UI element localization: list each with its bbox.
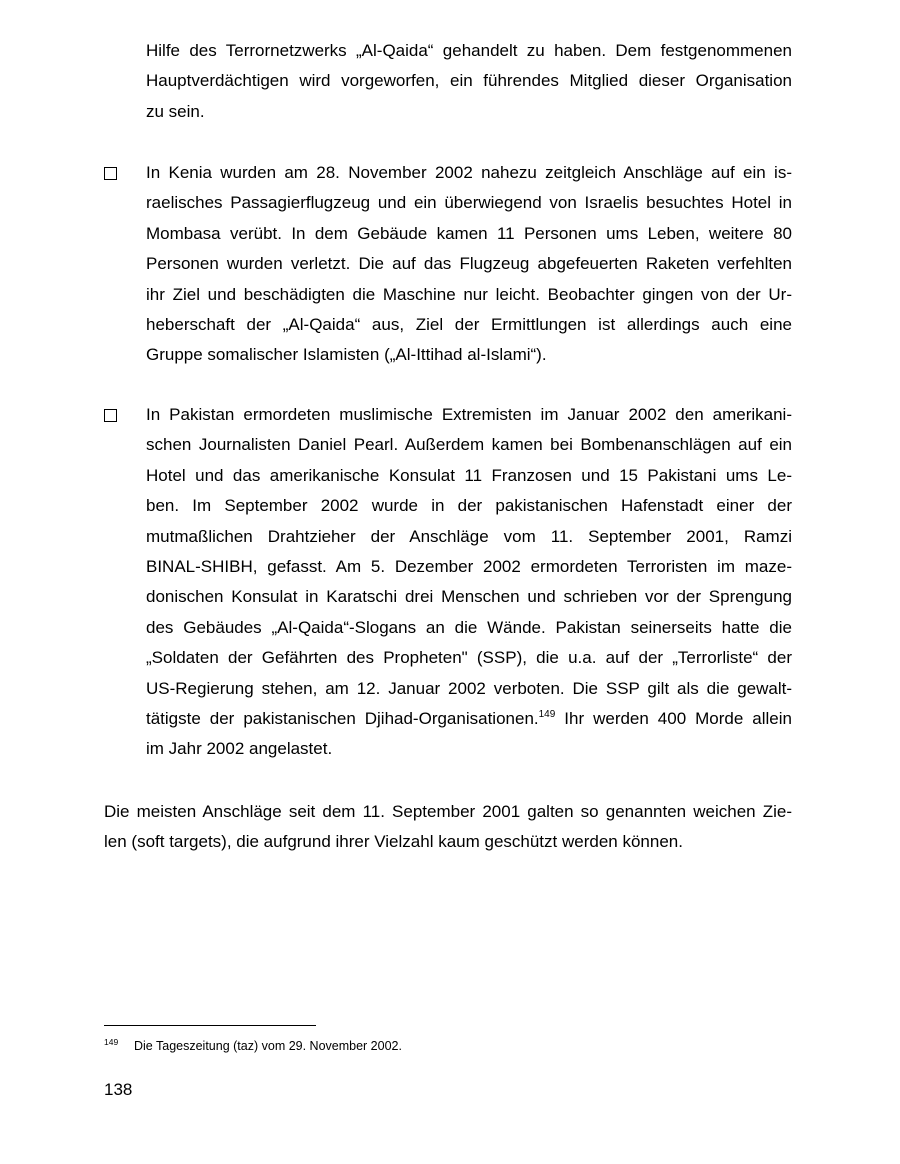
text-fragment: tätigste der pakistanischen Djihad-Organisationen.: [146, 709, 539, 729]
text-line: Mombasa verübt. In dem Gebäude kamen 11 Personen ums Leben, weitere 80: [146, 223, 792, 243]
footnote-text: Die Tageszeitung (taz) vom 29. November 2002.: [134, 1039, 402, 1053]
footnote-reference[interactable]: 149: [538, 709, 556, 721]
text-line: Hauptverdächtigen wird vorgeworfen, ein führendes Mitglied dieser Organisation: [146, 71, 792, 91]
footnote-number: 149: [104, 1037, 119, 1047]
text-line: Hilfe des Terrornetzwerks „Al-Qaida“ gehandelt zu haben. Dem festgenommenen: [146, 41, 792, 60]
text-line: donischen Konsulat in Karatschi drei Menschen und schrieben vor der Sprengung: [146, 587, 792, 607]
text-line: BINAL-SHIBH, gefasst. Am 5. Dezember 2002 ermordeten Terroristen im maze-: [146, 557, 792, 577]
text-line: Personen wurden verletzt. Die auf das Flugzeug abgefeuerten Raketen verfehlten: [146, 254, 792, 274]
text-line: raelisches Passagierflugzeug und ein überwiegend von Israelis besuchtes Hotel in: [146, 193, 792, 213]
bullet-text: [146, 400, 792, 765]
text-line: ben. Im September 2002 wurde in der pakistanischen Hafenstadt einer der: [146, 496, 792, 516]
footnote: [104, 1033, 792, 1055]
text-line: schen Journalisten Daniel Pearl. Außerdem kamen bei Bombenanschlägen auf ein: [146, 435, 792, 455]
text-line: des Gebäudes „Al-Qaida“-Slogans an die Wände. Pakistan seinerseits hatte die: [146, 617, 792, 637]
text-line: Gruppe somalischer Islamisten („Al-Ittihad al-Islami“).: [146, 345, 547, 365]
checkbox-bullet-icon: [104, 409, 117, 422]
closing-paragraph: [104, 797, 792, 858]
text-line: In Kenia wurden am 28. November 2002 nahezu zeitgleich Anschläge auf ein is-: [146, 163, 792, 182]
text-fragment: Ihr werden 400 Morde allein: [555, 709, 792, 729]
text-line: zu sein.: [146, 101, 205, 121]
text-line: US-Regierung stehen, am 12. Januar 2002 verboten. Die SSP gilt als die gewalt-: [146, 678, 792, 698]
footnote-separator: [104, 1025, 316, 1026]
continuation-paragraph: [146, 36, 792, 127]
text-line: Hotel und das amerikanische Konsulat 11 Franzosen und 15 Pakistani ums Le-: [146, 465, 792, 485]
text-line: mutmaßlichen Drahtzieher der Anschläge vom 11. September 2001, Ramzi: [146, 526, 792, 546]
text-line: ihr Ziel und beschädigten die Maschine nur leicht. Beobachter gingen von der Ur-: [146, 284, 792, 304]
page-number: 138: [104, 1080, 133, 1099]
text-line: len (soft targets), die aufgrund ihrer Vielzahl kaum geschützt werden können.: [104, 832, 683, 852]
text-line: im Jahr 2002 angelastet.: [146, 739, 333, 759]
bullet-text: [146, 158, 792, 371]
text-line: „Soldaten der Gefährten des Propheten" (SSP), die u.a. auf der „Terrorliste“ der: [146, 648, 792, 668]
text-line: In Pakistan ermordeten muslimische Extremisten im Januar 2002 den amerikani-: [146, 405, 792, 424]
text-line: heberschaft der „Al-Qaida“ aus, Ziel der Ermittlungen ist allerdings auch eine: [146, 315, 792, 335]
text-line: Die meisten Anschläge seit dem 11. September 2001 galten so genannten weichen Zie-: [104, 802, 792, 821]
text-line-with-footnote: [146, 704, 792, 734]
checkbox-bullet-icon: [104, 167, 117, 180]
